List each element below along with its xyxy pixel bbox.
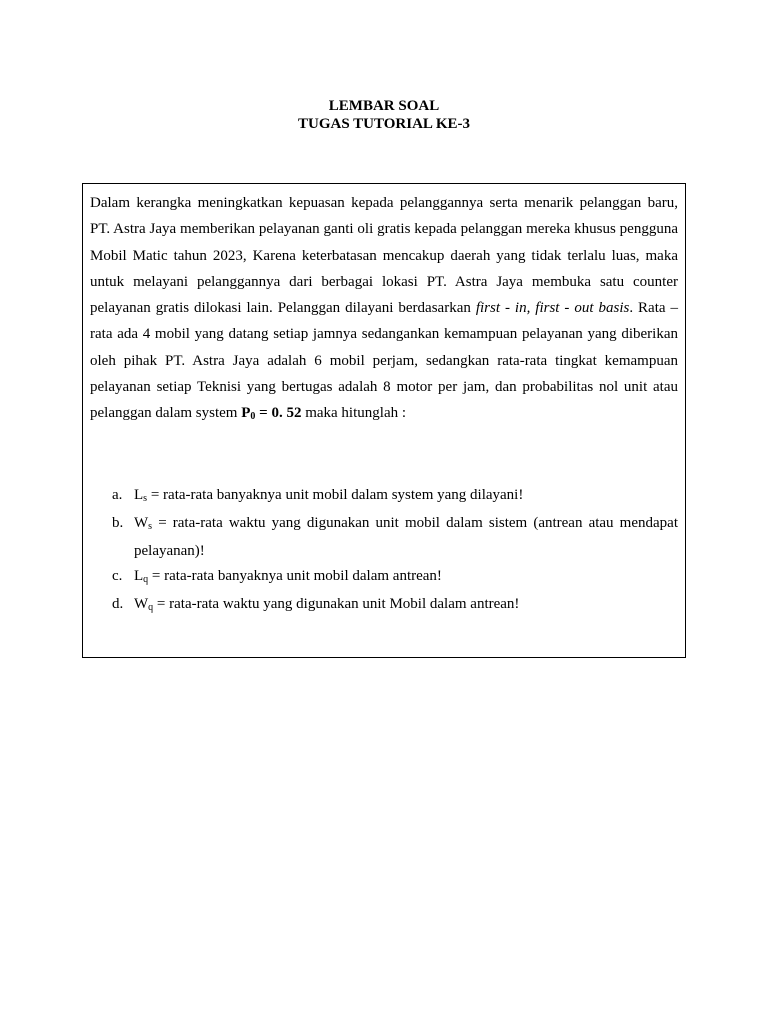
document-title	[0, 97, 768, 133]
question-body: = rata-rata waktu yang digunakan unit mobil dalam sistem (antrean atau mendapat pelayanan)!	[134, 514, 678, 559]
p0-subscript: 0	[250, 411, 256, 423]
question-box	[82, 183, 686, 658]
title-line-1: LEMBAR SOAL	[328, 98, 440, 114]
question-symbol: W	[134, 595, 149, 612]
question-text	[134, 564, 678, 592]
question-list	[90, 483, 678, 620]
question-item-b	[90, 511, 678, 564]
question-item-d	[90, 592, 678, 620]
question-text	[134, 511, 678, 564]
question-symbol: L	[134, 567, 144, 584]
p0-expression	[241, 405, 301, 421]
question-body: = rata-rata banyaknya unit mobil dalam system yang dilayani!	[147, 486, 524, 503]
problem-statement	[90, 190, 678, 431]
question-letter: a.	[112, 486, 123, 503]
question-subscript: s	[143, 492, 148, 504]
question-letter: b.	[112, 514, 124, 531]
question-item-c	[90, 564, 678, 592]
question-letter: c.	[112, 567, 123, 584]
problem-text-part2: . Rata –rata ada 4 mobil yang datang setiap jamnya sedangankan kemampuan pelayanan yang diberikan oleh pihak PT. Astra Jaya adalah 6 mobil perjam, sedangkan rata-rata tingkat kemampuan pelayanan setiap Teknisi yang bertugas adalah 8 motor per jam, dan probabilitas nol unit atau pelanggan dalam system	[90, 300, 678, 422]
problem-text-part1: Dalam kerangka meningkatkan kepuasan kepada pelanggannya serta menarik pelanggan baru, PT. Astra Jaya memberikan pelayanan ganti oli gratis kepada pelanggan mereka khusus pengguna Mobil Matic tahun 2023, Karena keterbatasan mencakup daerah yang tidak terlalu luas, maka untuk melayani pelanggannya dari berbagai lokasi PT. Astra Jaya membuka satu counter pelayanan gratis dilokasi lain. Pelanggan dilayani berdasarkan	[90, 195, 678, 317]
question-body: = rata-rata banyaknya unit mobil dalam antrean!	[148, 567, 442, 584]
question-letter: d.	[112, 595, 124, 612]
title-line-2: TUGAS TUTORIAL KE-3	[298, 116, 470, 132]
question-symbol: W	[134, 514, 149, 531]
question-text	[134, 592, 678, 620]
question-subscript: q	[148, 601, 154, 613]
question-item-a	[90, 483, 678, 511]
question-subscript: s	[148, 520, 153, 532]
p0-symbol: P	[241, 405, 251, 422]
question-symbol: L	[134, 486, 144, 503]
problem-italic-phrase: first - in, first - out basis	[475, 300, 630, 317]
p0-value: = 0. 52	[255, 405, 302, 422]
problem-text-part3: maka hitunglah :	[301, 405, 407, 422]
question-body: = rata-rata waktu yang digunakan unit Mobil dalam antrean!	[153, 595, 520, 612]
question-subscript: q	[143, 573, 149, 585]
question-text	[134, 483, 678, 511]
